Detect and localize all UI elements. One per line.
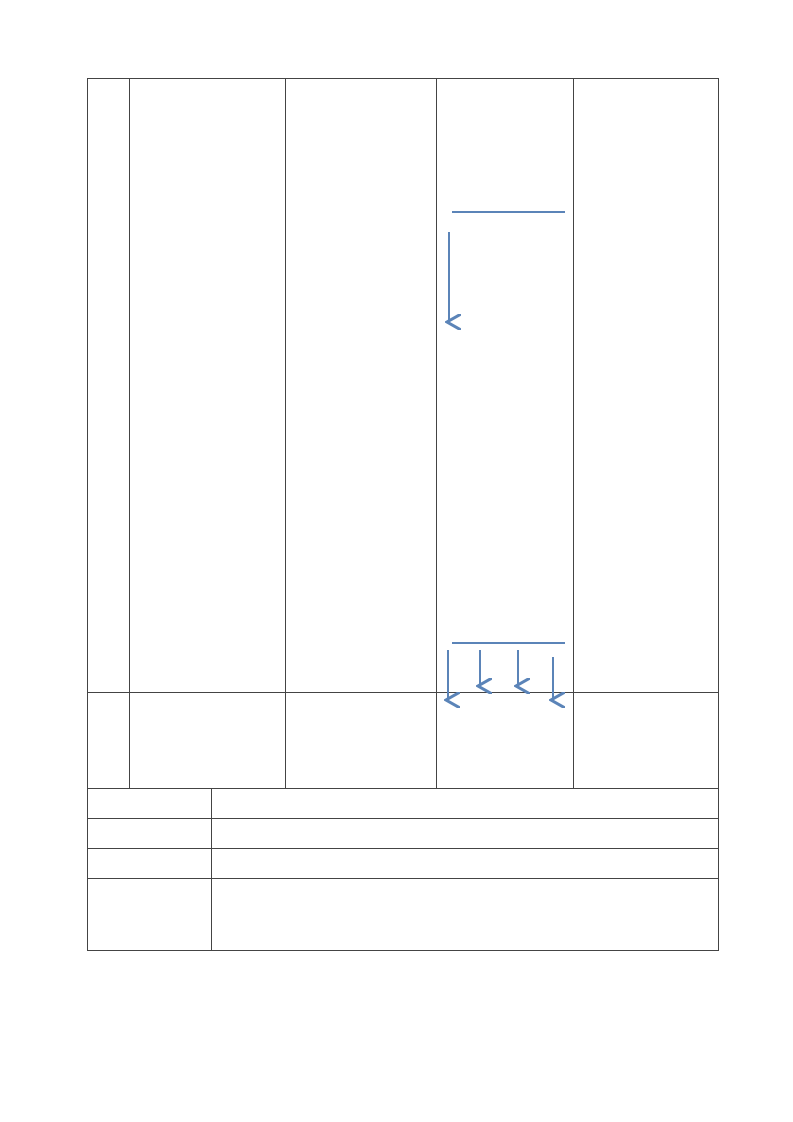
arrows bbox=[448, 212, 565, 700]
